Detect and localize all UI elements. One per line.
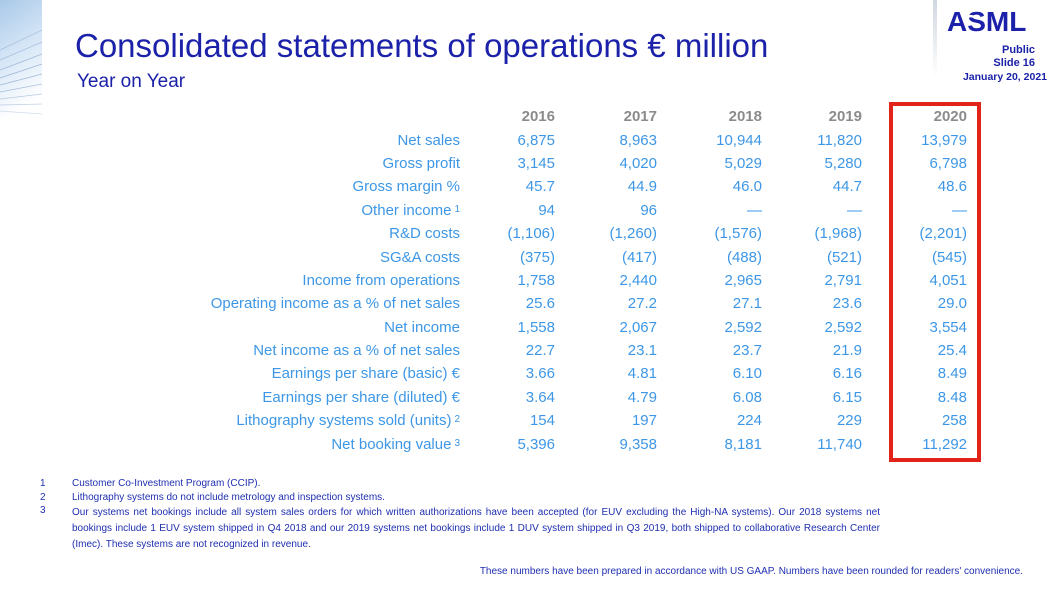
year-header: 2018 — [728, 108, 762, 126]
cell-value: 6,875 — [517, 131, 555, 149]
cell-value: 46.0 — [732, 178, 762, 196]
cell-value: 25.4 — [937, 342, 967, 360]
cell-value: 23.7 — [732, 342, 762, 360]
cell-value: 27.2 — [627, 295, 657, 313]
row-label: Net income — [384, 318, 460, 336]
cell-value: 6.16 — [832, 365, 862, 383]
cell-value: 4.79 — [627, 388, 657, 406]
cell-value: 1,558 — [517, 318, 555, 336]
cell-value: (375) — [519, 248, 555, 266]
footnote-text: Customer Co-Investment Program (CCIP). — [72, 478, 261, 489]
row-label: Other income $^1$ — [361, 201, 460, 219]
cell-value: 29.0 — [937, 295, 967, 313]
page-subtitle: Year on Year — [77, 71, 186, 92]
cell-value: (1,106) — [507, 225, 555, 243]
cell-value: 4,051 — [929, 271, 967, 289]
cell-value: 9,358 — [619, 435, 657, 453]
page-title: Consolidated statements of operations € million — [75, 27, 769, 64]
header-fade-line — [928, 0, 942, 80]
cell-value: 8,963 — [619, 131, 657, 149]
cell-value: 11,820 — [817, 131, 862, 149]
cell-value: (417) — [621, 248, 657, 266]
cell-value: 2,440 — [619, 271, 657, 289]
slide-number: Slide 16 — [993, 57, 1035, 69]
row-label: Net sales — [397, 131, 460, 149]
cell-value: 25.6 — [525, 295, 555, 313]
year-header: 2017 — [623, 108, 657, 126]
cell-value: (545) — [931, 248, 967, 266]
cell-value: 6,798 — [929, 154, 967, 172]
cell-value: (1,968) — [814, 225, 862, 243]
cell-value: 6.08 — [732, 388, 762, 406]
cell-value: 5,029 — [724, 154, 762, 172]
asml-logo — [947, 5, 1039, 37]
cell-value: 229 — [836, 412, 862, 430]
cell-value: 258 — [941, 412, 967, 430]
row-label: Earnings per share (diluted) € — [262, 388, 460, 406]
cell-value: — — [747, 201, 762, 219]
year-header: 2019 — [828, 108, 862, 126]
row-label: Earnings per share (basic) € — [271, 365, 460, 383]
cell-value: 6.10 — [732, 365, 762, 383]
cell-value: 21.9 — [832, 342, 862, 360]
cell-value: 2,592 — [724, 318, 762, 336]
cell-value: 224 — [736, 412, 762, 430]
footnotes — [40, 478, 908, 553]
footnote-number: 1 — [40, 478, 46, 489]
footnote — [40, 478, 908, 491]
row-label: Operating income as a % of net sales — [210, 295, 460, 313]
cell-value: 2,592 — [824, 318, 862, 336]
cell-value: (488) — [726, 248, 762, 266]
cell-value: 45.7 — [525, 178, 555, 196]
year-header: 2020 — [933, 108, 967, 126]
cell-value: 154 — [529, 412, 555, 430]
footnote-text: Lithography systems do not include metrology and inspection systems. — [72, 491, 385, 503]
cell-value: 8.48 — [937, 388, 967, 406]
footnote — [40, 505, 908, 552]
cell-value: 5,396 — [517, 435, 555, 453]
row-label: Income from operations — [302, 271, 460, 289]
cell-value: (2,201) — [919, 225, 967, 243]
cell-value: 6.15 — [832, 388, 862, 406]
cell-value: 8,181 — [724, 435, 762, 453]
cell-value: 44.7 — [832, 178, 862, 196]
classification-label: Public — [1001, 44, 1035, 56]
cell-value: 3,554 — [929, 318, 967, 336]
cell-value: 2,791 — [824, 271, 862, 289]
footnote-number: 3 — [40, 505, 46, 516]
cell-value: 1,758 — [517, 271, 555, 289]
cell-value: (1,576) — [714, 225, 762, 243]
footnote — [40, 492, 908, 505]
cell-value: 13,979 — [921, 131, 967, 149]
cell-value: 5,280 — [824, 154, 862, 172]
cell-value: 2,067 — [619, 318, 657, 336]
row-label: Gross profit — [382, 154, 460, 172]
cell-value: 27.1 — [732, 295, 762, 313]
cell-value: 94 — [538, 201, 555, 219]
row-label: Net booking value $^3$ — [331, 435, 460, 453]
cell-value: 4.81 — [627, 365, 657, 383]
table-corner — [60, 105, 460, 128]
cell-value: (521) — [826, 248, 862, 266]
cell-value: 11,292 — [922, 435, 967, 453]
cell-value: (1,260) — [609, 225, 657, 243]
slide-date: January 20, 2021 — [962, 71, 1047, 83]
row-label: SG&A costs — [379, 248, 460, 266]
row-label: R&D costs — [389, 225, 460, 243]
cell-value: 3,145 — [517, 154, 555, 172]
footnote-number: 2 — [40, 491, 46, 503]
cell-value: 11,740 — [817, 435, 862, 453]
cell-value: 96 — [640, 201, 657, 219]
footnote-text: Our systems net bookings include all system sales orders for which written authorizations have been accepted (for EUV excluding the High-NA systems). Our 2018 systems net bookings include 1 EUV system shipped in Q4 2018 and our 2019 systems net bookings include 1 DUV system shipped in Q3 2019, both shipped to collaborative Research Center (Imec). These systems are not recognized in revenue. — [72, 507, 880, 550]
corner-decoration — [0, 0, 46, 120]
cell-value: 8.49 — [937, 365, 967, 383]
row-label: Gross margin % — [352, 178, 460, 196]
financial-table — [60, 105, 967, 456]
asml-logo-text: ASML — [947, 6, 1027, 37]
cell-value: 23.1 — [627, 342, 657, 360]
year-header: 2016 — [521, 108, 555, 126]
cell-value: 2,965 — [724, 271, 762, 289]
cell-value: 3.64 — [525, 388, 555, 406]
cell-value: 197 — [631, 412, 657, 430]
cell-value: 22.7 — [525, 342, 555, 360]
cell-value: 23.6 — [832, 295, 862, 313]
row-label: Lithography systems sold (units) $^2$ — [236, 412, 460, 430]
cell-value: 3.66 — [525, 365, 555, 383]
cell-value: 48.6 — [937, 178, 967, 196]
cell-value: — — [952, 201, 967, 219]
row-label: Net income as a % of net sales — [253, 342, 460, 360]
cell-value: 44.9 — [627, 178, 657, 196]
cell-value: 10,944 — [716, 131, 762, 149]
gaap-disclaimer: These numbers have been prepared in accordance with US GAAP. Numbers have been rounded for readers' convenience. — [479, 566, 1023, 577]
cell-value: 4,020 — [619, 154, 657, 172]
cell-value: — — [847, 201, 862, 219]
